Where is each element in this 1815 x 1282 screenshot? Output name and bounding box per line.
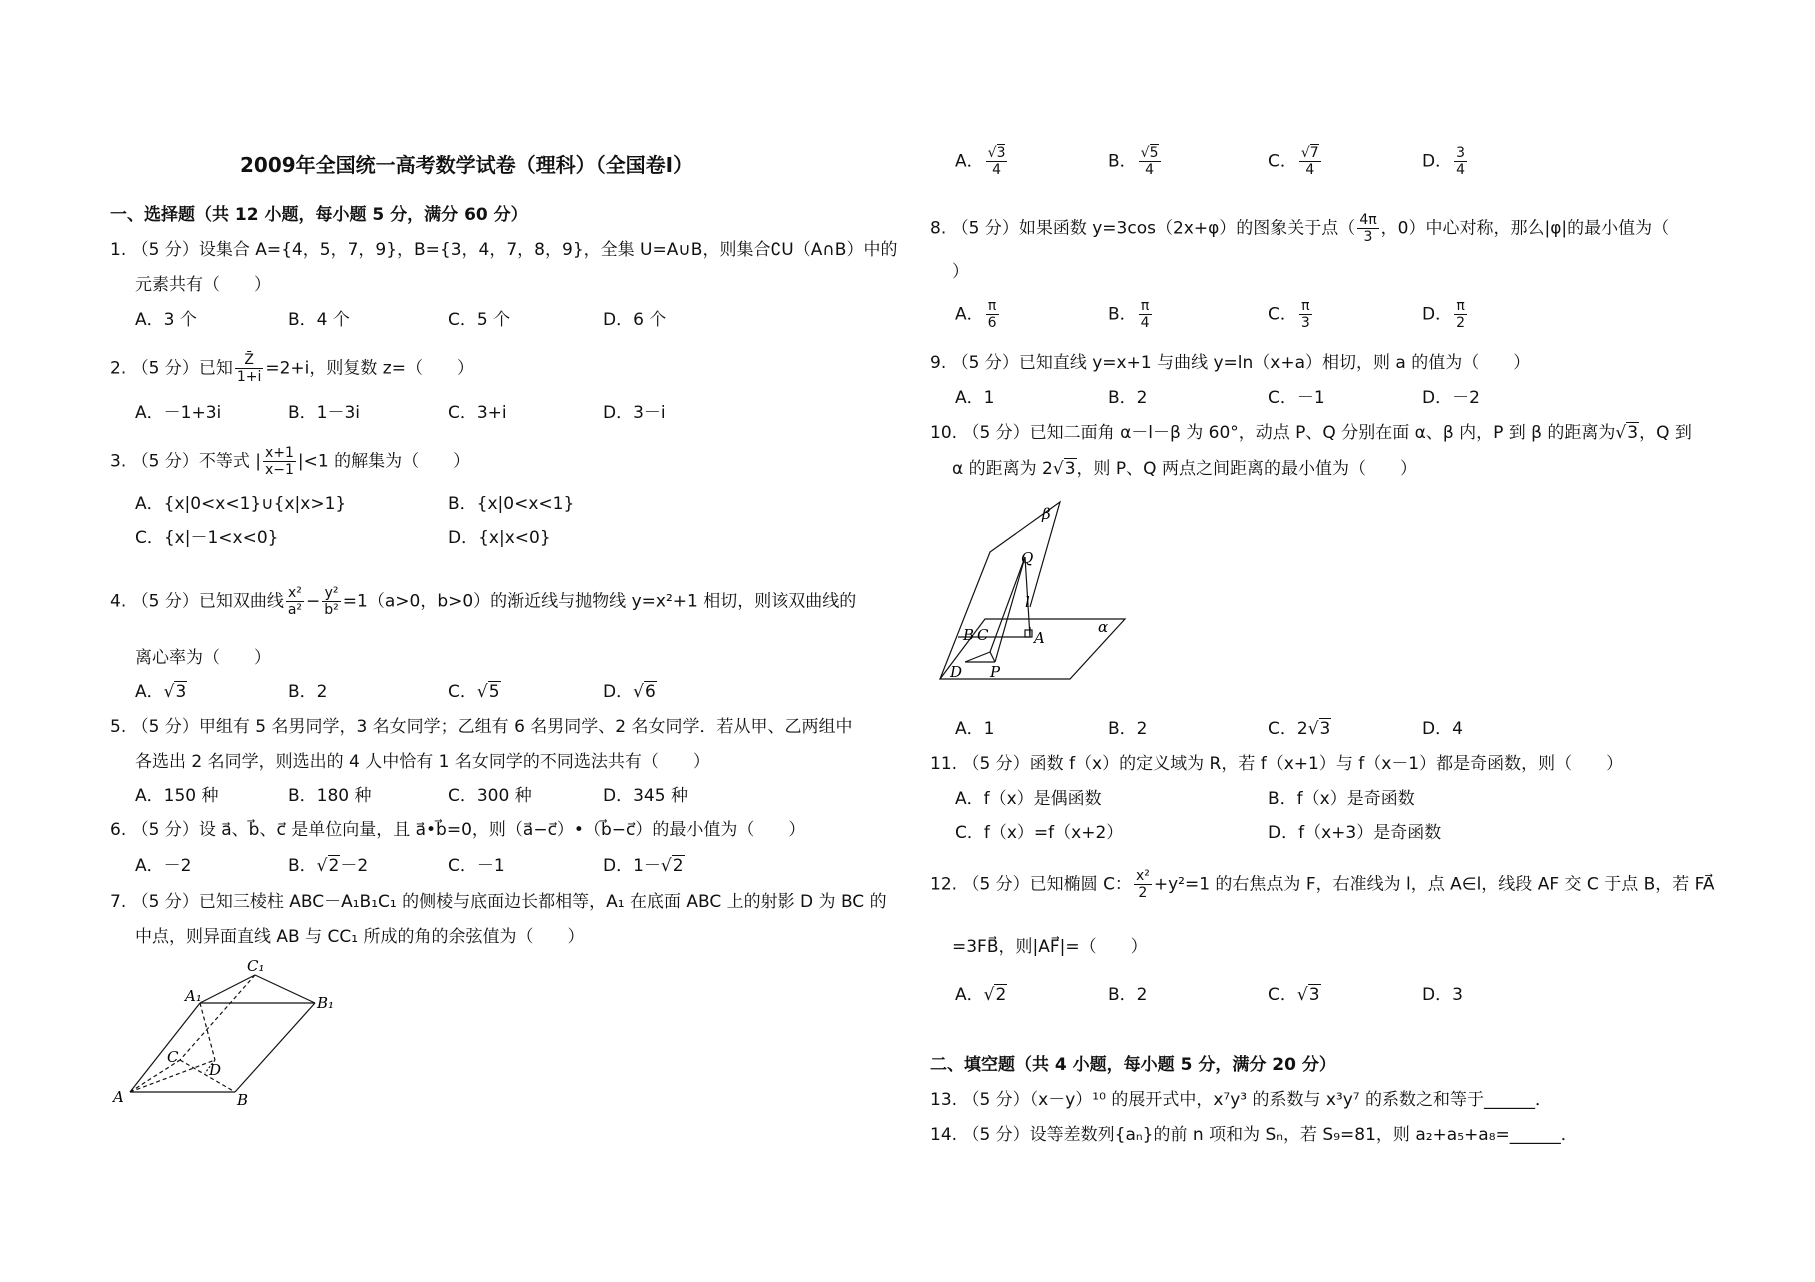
question-7-line2: 中点，则异面直线 AB 与 CC₁ 所成的角的余弦值为（ ） <box>135 927 585 947</box>
fraction-numerator: 4π <box>1359 212 1377 228</box>
radicand: 3 <box>175 682 187 702</box>
radicand: 3 <box>1627 423 1639 443</box>
question-9-line1: 9. （5 分）已知直线 y=x+1 与曲线 y=ln（x+a）相切，则 a 的值为（ ） <box>930 353 1531 373</box>
radicand: 3 <box>1308 985 1320 1005</box>
option-label: A． <box>955 151 984 172</box>
option-suffix: －2 <box>340 856 369 876</box>
option-label: A． <box>955 985 984 1005</box>
question-6-option-b: B．√2－2 <box>288 856 369 876</box>
question-2-option-b: B．1－3i <box>288 403 361 423</box>
question-12-prefix: 12. （5 分）已知椭圆 C： <box>930 874 1132 895</box>
question-6-option-a: A．－2 <box>135 856 192 876</box>
question-7-line1: 7. （5 分）已知三棱柱 ABC－A₁B₁C₁ 的侧棱与底面边长都相等，A₁ 在底面 ABC 上的射影 D 为 BC 的 <box>110 892 887 912</box>
fraction-denominator: 2 <box>1456 315 1466 331</box>
fraction-denominator: 3 <box>1300 315 1310 331</box>
option-label: B． <box>288 856 317 876</box>
section-heading-choice: 一、选择题（共 12 小题，每小题 5 分，满分 60 分） <box>110 205 528 225</box>
option-label: B． <box>1108 304 1137 325</box>
question-5-line1: 5. （5 分）甲组有 5 名男同学，3 名女同学；乙组有 6 名男同学、2 名女同学．若从甲、乙两组中 <box>110 717 853 737</box>
fraction-numerator: y² <box>322 585 341 602</box>
label-a1: A₁ <box>185 987 202 1005</box>
label-b: B <box>963 626 975 644</box>
question-5-option-b: B．180 种 <box>288 786 372 806</box>
radicand: 2 <box>328 856 340 876</box>
prism-figure <box>105 955 345 1110</box>
fraction-denominator: 1+i <box>236 369 262 385</box>
question-4-option-b: B．2 <box>288 682 328 702</box>
question-8-option-a <box>955 298 1001 331</box>
radicand: 3 <box>1064 459 1076 479</box>
question-10-option-a: A．1 <box>955 719 995 739</box>
question-2-prefix: 2. （5 分）已知 <box>110 358 233 379</box>
fraction-denominator: 4 <box>1305 162 1315 178</box>
question-10-line1: 10. （5 分）已知二面角 α－l－β 为 60°，动点 P、Q 分别在面 α、β 内，P 到 β 的距离为√3，Q 到 <box>930 423 1692 443</box>
option-label: C．2 <box>1268 719 1308 739</box>
page-title: 2009年全国统一高考数学试卷（理科）（全国卷I） <box>240 153 694 177</box>
question-5-option-d: D．345 种 <box>603 786 688 806</box>
question-6-option-c: C．－1 <box>448 856 505 876</box>
question-2-option-d: D．3－i <box>603 403 666 423</box>
radicand: 3 <box>1319 719 1331 739</box>
question-1-line1: 1. （5 分）设集合 A={4，5，7，9}，B={3，4，7，8，9}，全集 U=A∪B，则集合∁U（A∩B）中的 <box>110 240 898 260</box>
question-1-option-c: C．5 个 <box>448 310 511 330</box>
label-b1: B₁ <box>317 994 335 1012</box>
minus-sign: − <box>306 591 321 612</box>
question-2-option-c: C．3+i <box>448 403 507 423</box>
label-c1: C₁ <box>247 957 265 975</box>
label-q: Q <box>1021 549 1034 567</box>
question-8-line2: ） <box>952 262 969 282</box>
option-label: C． <box>1268 985 1297 1005</box>
question-13-line1: 13. （5 分）（x－y）¹⁰ 的展开式中，x⁷y³ 的系数与 x³y⁷ 的系数之和等于______． <box>930 1090 1553 1110</box>
question-1-line2: 元素共有（ ） <box>135 275 271 295</box>
question-4-line2: 离心率为（ ） <box>135 648 271 668</box>
fraction-denominator: 2 <box>1138 885 1148 901</box>
question-8-option-d <box>1422 298 1469 331</box>
radicand: 5 <box>1149 145 1159 161</box>
question-4-suffix: =1（a>0，b>0）的渐近线与抛物线 y=x²+1 相切，则该双曲线的 <box>342 591 857 612</box>
question-4-line1 <box>110 585 856 618</box>
label-b: B <box>237 1091 249 1109</box>
question-10-option-b: B．2 <box>1108 719 1148 739</box>
question-8-option-c <box>1268 298 1314 331</box>
question-3-option-d: D．{x|x<0} <box>448 528 551 548</box>
option-label: D． <box>603 682 634 702</box>
question-6-option-d: D．1－√2 <box>603 856 684 876</box>
fraction-numerator: x+1 <box>264 445 294 461</box>
question-7-option-d <box>1422 145 1469 178</box>
label-c: C <box>977 626 989 644</box>
label-d: D <box>950 663 963 681</box>
question-7-option-a <box>955 145 1009 178</box>
radicand: 2 <box>995 985 1007 1005</box>
fraction-numerator: π <box>1454 298 1467 315</box>
label-beta: β <box>1042 505 1051 523</box>
fraction-numerator: π <box>986 298 999 315</box>
option-label: A． <box>135 682 164 702</box>
question-8-prefix: 8. （5 分）如果函数 y=3cos（2x+φ）的图象关于点（ <box>930 218 1356 239</box>
fraction <box>1139 298 1152 331</box>
option-label: A． <box>955 304 984 325</box>
fraction-denominator: 4 <box>1140 315 1150 331</box>
question-4-option-d: D．√6 <box>603 682 656 702</box>
question-12-option-a: A．√2 <box>955 985 1007 1005</box>
question-12-option-c: C．√3 <box>1268 985 1320 1005</box>
question-4-option-c: C．√5 <box>448 682 500 702</box>
radicand: 3 <box>996 145 1006 161</box>
question-5-option-c: C．300 种 <box>448 786 532 806</box>
question-11-line1: 11. （5 分）函数 f（x）的定义域为 R，若 f（x+1）与 f（x－1）都是奇函数，则（ ） <box>930 754 1624 774</box>
label-a: A <box>1034 629 1045 647</box>
question-2-fraction <box>235 352 264 385</box>
question-11-option-c: C．f（x）=f（x+2） <box>955 823 1124 843</box>
option-label: C． <box>1268 151 1297 172</box>
fraction <box>1139 145 1161 178</box>
question-8-line1 <box>930 212 1669 245</box>
question-10-option-c: C．2√3 <box>1268 719 1331 739</box>
text-part: α 的距离为 2 <box>952 459 1053 479</box>
radicand: 6 <box>644 682 656 702</box>
fraction <box>1454 145 1467 178</box>
question-3-suffix: |<1 的解集为（ ） <box>297 451 471 472</box>
label-d: D <box>209 1061 222 1079</box>
question-9-option-d: D．－2 <box>1422 388 1480 408</box>
question-5-line2: 各选出 2 名同学，则选出的 4 人中恰有 1 名女同学的不同选法共有（ ） <box>135 752 710 772</box>
question-12-line1 <box>930 868 1715 901</box>
fraction-denominator: b² <box>324 602 339 618</box>
fraction <box>1454 298 1467 331</box>
option-label: D． <box>1422 151 1453 172</box>
question-12-fraction <box>1134 868 1152 901</box>
question-3-prefix: 3. （5 分）不等式 | <box>110 451 261 472</box>
fraction-numerator: √3 <box>987 145 1006 161</box>
fraction-numerator: π <box>1299 298 1312 315</box>
fraction-denominator: 4 <box>1456 162 1466 178</box>
fraction-denominator: a² <box>287 602 303 618</box>
question-3-option-c: C．{x|－1<x<0} <box>135 528 279 548</box>
question-12-option-d: D．3 <box>1422 985 1463 1005</box>
question-3-option-a: A．{x|0<x<1}∪{x|x>1} <box>135 494 347 514</box>
question-1-option-a: A．3 个 <box>135 310 197 330</box>
fraction-denominator: 6 <box>987 315 997 331</box>
fraction <box>1299 298 1312 331</box>
question-4-fraction-y <box>322 585 341 618</box>
fraction <box>1299 145 1321 178</box>
question-7-option-c <box>1268 145 1323 178</box>
question-1-option-d: D．6 个 <box>603 310 667 330</box>
question-6-line1: 6. （5 分）设 a⃗、b⃗、c⃗ 是单位向量，且 a⃗•b⃗=0，则（a⃗−c⃗）•（b⃗−c⃗）的最小值为（ ） <box>110 820 806 840</box>
label-l: l <box>1025 593 1030 611</box>
radicand: 5 <box>488 682 500 702</box>
fraction <box>986 298 999 331</box>
question-10-option-d: D．4 <box>1422 719 1463 739</box>
question-8-option-b <box>1108 298 1154 331</box>
question-9-option-a: A．1 <box>955 388 995 408</box>
fraction-numerator: x² <box>286 585 304 602</box>
option-label: D． <box>1422 304 1453 325</box>
section-heading-fill: 二、填空题（共 4 小题，每小题 5 分，满分 20 分） <box>930 1055 1336 1075</box>
question-11-option-a: A．f（x）是偶函数 <box>955 789 1102 809</box>
question-11-option-b: B．f（x）是奇函数 <box>1268 789 1415 809</box>
question-3-option-b: B．{x|0<x<1} <box>448 494 575 514</box>
label-alpha: α <box>1098 618 1109 636</box>
fraction-numerator: 3 <box>1456 145 1466 161</box>
question-3-line1 <box>110 445 470 478</box>
question-12-suffix: +y²=1 的右焦点为 F，右准线为 l，点 A∈l，线段 AF 交 C 于点 B，若 FA⃗ <box>1153 874 1715 895</box>
label-a: A <box>113 1088 124 1106</box>
question-2-option-a: A．－1+3i <box>135 403 222 423</box>
fraction-numerator: π <box>1139 298 1152 315</box>
text-part: ，Q 到 <box>1639 423 1692 443</box>
question-10-line2: α 的距离为 2√3，则 P、Q 两点之间距离的最小值为（ ） <box>952 459 1417 479</box>
radicand: 2 <box>672 856 684 876</box>
text-part: ，则 P、Q 两点之间距离的最小值为（ ） <box>1076 459 1417 479</box>
question-12-option-b: B．2 <box>1108 985 1148 1005</box>
question-9-option-b: B．2 <box>1108 388 1148 408</box>
fraction-numerator: Z̄ <box>235 352 264 369</box>
question-8-fraction <box>1357 212 1378 245</box>
fraction-numerator: √5 <box>1140 145 1159 161</box>
fraction-denominator: 4 <box>1145 162 1155 178</box>
radicand: 7 <box>1309 145 1319 161</box>
text-part: 10. （5 分）已知二面角 α－l－β 为 60°，动点 P、Q 分别在面 α、β 内，P 到 β 的距离为 <box>930 423 1616 443</box>
question-4-prefix: 4. （5 分）已知双曲线 <box>110 591 284 612</box>
question-12-line2: =3FB⃗，则|AF⃗|=（ ） <box>952 937 1148 957</box>
question-4-fraction-x <box>286 585 304 618</box>
fraction <box>986 145 1008 178</box>
fraction-numerator: x² <box>1135 868 1150 884</box>
question-5-option-a: A．150 种 <box>135 786 219 806</box>
question-8-suffix: ，0）中心对称，那么|φ|的最小值为（ <box>1380 218 1670 239</box>
label-p: P <box>990 663 1001 681</box>
option-label: C． <box>1268 304 1297 325</box>
question-2-suffix: =2+i，则复数 z=（ ） <box>265 358 474 379</box>
question-1-option-b: B．4 个 <box>288 310 350 330</box>
dihedral-figure <box>930 497 1130 687</box>
question-2-line1 <box>110 352 474 385</box>
fraction-numerator: √7 <box>1300 145 1319 161</box>
question-7-option-b <box>1108 145 1163 178</box>
question-14-line1: 14. （5 分）设等差数列{aₙ}的前 n 项和为 Sₙ，若 S₉=81，则 a₂+a₅+a₈=______． <box>930 1125 1578 1145</box>
question-11-option-d: D．f（x+3）是奇函数 <box>1268 823 1442 843</box>
question-4-option-a: A．√3 <box>135 682 187 702</box>
question-9-option-c: C．－1 <box>1268 388 1325 408</box>
label-c: C <box>167 1048 179 1066</box>
option-label: D．1－ <box>603 856 661 876</box>
fraction-denominator: x−1 <box>264 462 294 478</box>
option-label: B． <box>1108 151 1137 172</box>
fraction-denominator: 3 <box>1363 229 1373 245</box>
question-3-fraction <box>263 445 296 478</box>
fraction-denominator: 4 <box>992 162 1002 178</box>
option-label: C． <box>448 682 477 702</box>
